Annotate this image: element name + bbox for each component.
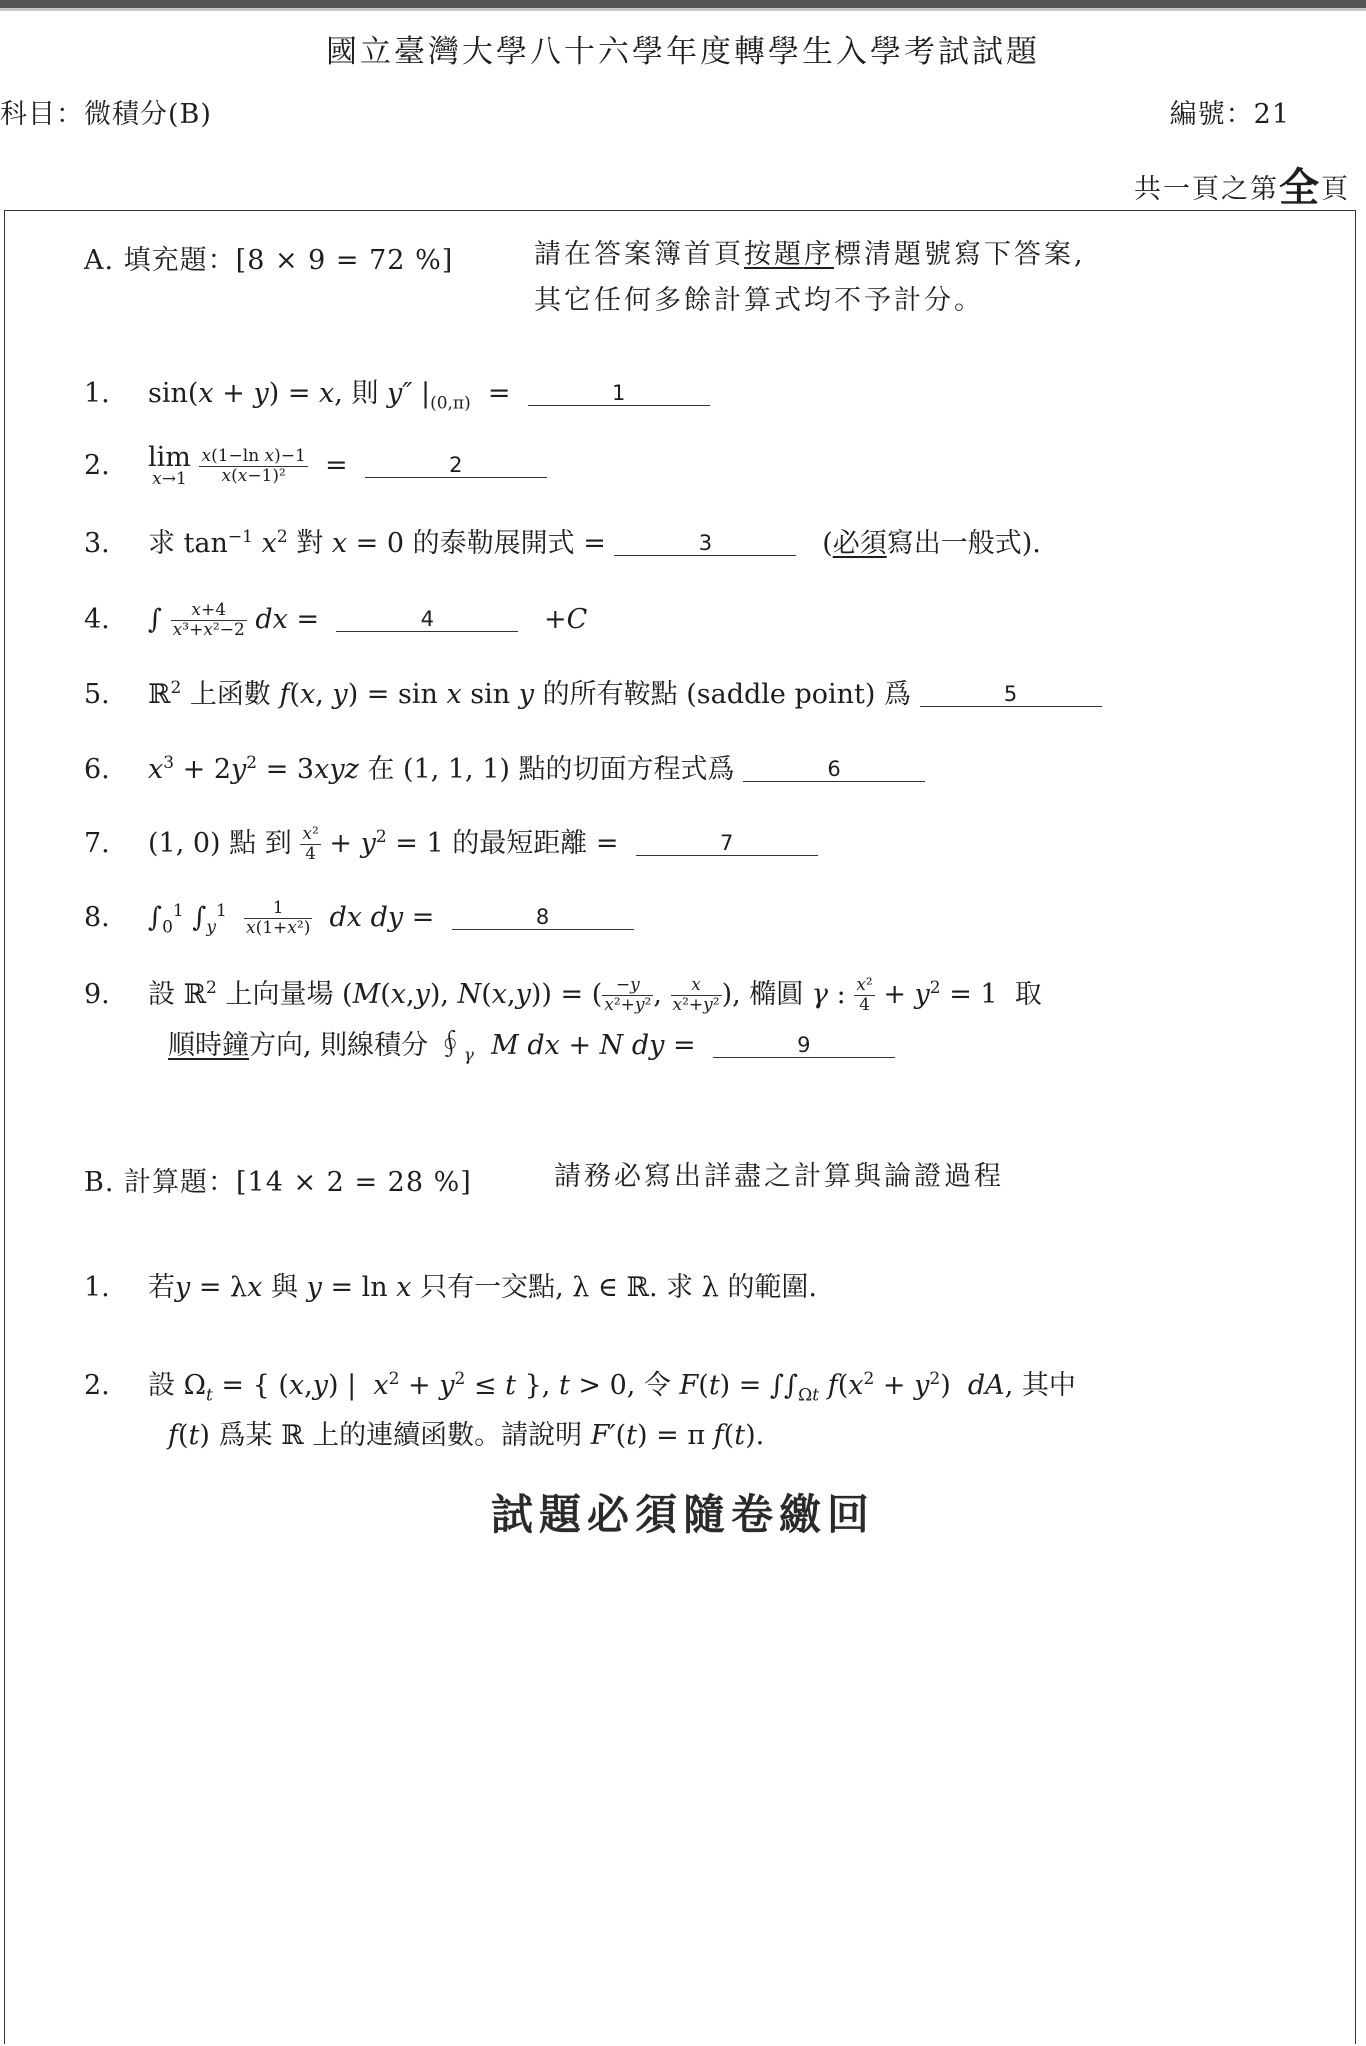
question-text: 在 (1, 1, 1) 點的切面方程式爲 bbox=[367, 754, 735, 785]
question-b2-line2: f(t) 爲某 ℝ 上的連續函數。請說明 F′(t) = π f(t). bbox=[168, 1420, 765, 1451]
answer-blank: 4 bbox=[336, 607, 518, 632]
question-text: 的所有鞍點 (saddle point) 爲 bbox=[542, 679, 911, 710]
fraction: $\frac{x}{\text{x²+y²}}$ bbox=[672, 975, 720, 1015]
question-text: 順時鐘 bbox=[168, 1030, 249, 1061]
answer-blank: 1 bbox=[528, 381, 710, 406]
question-a9: 9. 設 ℝ$^2$ 上向量場 (M(x,y), N(x,y)) = ( $\frac{-y}{\text{x²+y²}}$ , $\frac{x}{\text{x²+y²}}$ ), 橢圓 γ : $\frac{\text{x²}}{4}$ + $y^2 = 1$ 取 bbox=[84, 975, 1042, 1015]
question-b1: 1. 若y = λx 與 y = ln x 只有一交點, λ ∈ ℝ. 求 λ 的範圍. bbox=[84, 1268, 817, 1308]
question-number: 1. bbox=[84, 378, 110, 409]
question-number: 8. bbox=[84, 902, 110, 933]
question-text: 上向量場 bbox=[225, 979, 334, 1010]
question-text: 對 bbox=[296, 528, 324, 559]
question-number: 6. bbox=[84, 754, 110, 785]
question-text: 的範圍. bbox=[727, 1272, 818, 1303]
limit-operator: lim x→1 bbox=[148, 442, 191, 489]
fraction: $\frac{x+4}{\text{x³+x²−2}}$ bbox=[172, 600, 245, 640]
section-b-heading: B. 計算題：[14 × 2 = 28 %] bbox=[84, 1167, 472, 1198]
section-a-note bbox=[534, 232, 1086, 324]
question-text: 必須 bbox=[832, 528, 887, 559]
question-text: , 其中 bbox=[1004, 1370, 1076, 1401]
note-line1-post: 標清題號寫下答案, bbox=[834, 239, 1086, 270]
subject-label: 科目：微積分(B) bbox=[0, 99, 212, 130]
answer-blank: 7 bbox=[636, 831, 818, 856]
answer-blank: 6 bbox=[743, 757, 925, 782]
question-text: ( bbox=[822, 528, 833, 559]
note-line2: 其它任何多餘計算式均不予計分。 bbox=[534, 285, 984, 316]
scan-edge-shadow bbox=[0, 8, 1366, 11]
question-a1: 1. sin(x + y) = x, 則 y″ $|_{(0,\pi)} = 1$ bbox=[84, 374, 710, 414]
question-number: 2. bbox=[84, 450, 110, 481]
question-text: 的最短距離 = bbox=[452, 828, 619, 859]
question-number: 4. bbox=[84, 604, 110, 635]
answer-blank: 9 bbox=[713, 1033, 895, 1058]
question-text: 求 bbox=[148, 528, 175, 559]
question-text: 點 到 bbox=[229, 828, 292, 859]
fraction: $\frac{\text{x²}}{4}$ bbox=[302, 824, 319, 864]
exam-code: 編號：21 bbox=[1169, 99, 1290, 130]
question-text: 只有一交點, bbox=[420, 1272, 564, 1303]
question-b2: 2. 設 $\Omega_t$ = { (x,y) | $x^2 + y^2 \le t$ }, t > 0, 令 $F(t) = \int\int_{\Omega t}$ $f(x^2 + y^2)$ dA, 其中 bbox=[84, 1366, 1076, 1406]
scan-top-edge bbox=[0, 0, 1366, 8]
question-number: 7. bbox=[84, 828, 110, 859]
question-text: 若 bbox=[148, 1272, 175, 1303]
question-a9-line2: 順時鐘方向, 則線積分 $∮_\gamma$ M dx + N dy = 9 bbox=[168, 1026, 895, 1066]
question-text: . 求 bbox=[648, 1272, 694, 1303]
question-text: 上函數 bbox=[189, 679, 271, 710]
question-text: , 令 bbox=[626, 1370, 671, 1401]
question-a3: 3. 求 $\tan^{-1} x^2$ 對 x = 0 的泰勒展開式 = 3 (必須寫出一般式). bbox=[84, 524, 1041, 564]
fraction: $\frac{\text{x²}}{4}$ bbox=[856, 975, 873, 1015]
answer-blank: 2 bbox=[365, 453, 547, 478]
question-number: 2. bbox=[84, 1370, 110, 1401]
fraction: $\frac{-y}{\text{x²+y²}}$ bbox=[604, 975, 652, 1015]
question-number: 3. bbox=[84, 528, 110, 559]
question-a7: 7. (1, 0) 點 到 $\frac{\text{x²}}{4}$ + $y^2 = 1$ 的最短距離 = 7 bbox=[84, 824, 818, 864]
fraction: $\frac{1}{\text{x(1+x²)}}$ bbox=[246, 898, 311, 938]
question-text: 寫出一般式). bbox=[886, 528, 1041, 559]
section-a-heading: A. 填充題：[8 × 9 = 72 %] bbox=[84, 245, 454, 276]
question-a6: 6. $x^3 + 2y^2 = 3xyz$ 在 (1, 1, 1) 點的切面方程式爲 6 bbox=[84, 750, 925, 790]
note-line1-pre: 請在答案簿首頁 bbox=[534, 239, 744, 270]
answer-blank: 8 bbox=[452, 905, 634, 930]
question-a4: 4. ∫ $\frac{x+4}{\text{x³+x²−2}}$ dx = 4 +C bbox=[84, 600, 588, 640]
question-text: , 橢圓 bbox=[732, 979, 804, 1010]
page-info bbox=[1134, 156, 1350, 213]
question-a5: 5. ℝ$^2$ 上函數 f(x, y) = sin x sin y 的所有鞍點 (saddle point) 爲 5 bbox=[84, 675, 1102, 715]
question-text: 方向, 則線積分 bbox=[249, 1030, 429, 1061]
question-text: 上的連續函數。請說明 bbox=[312, 1420, 583, 1451]
question-a2: 2. lim x→1 $\frac{\text{x(1−ln x)−1}}{\text{x(x−1)²}}$ = 2 bbox=[84, 446, 547, 488]
question-text: 的泰勒展開式 = bbox=[412, 528, 606, 559]
answer-blank: 5 bbox=[920, 682, 1102, 707]
question-text: 設 bbox=[148, 1370, 175, 1401]
question-number: 5. bbox=[84, 679, 110, 710]
question-text: 與 bbox=[271, 1272, 298, 1303]
question-a8: 8. $\int_0^1$ $\int_y^1$ $\frac{1}{\text{x(1+x²)}}$ dx dy = 8 bbox=[84, 898, 634, 938]
question-text: 爲某 bbox=[218, 1420, 273, 1451]
answer-blank: 3 bbox=[614, 531, 796, 556]
note-line1-underlined: 按題序 bbox=[744, 239, 834, 270]
question-number: 9. bbox=[84, 979, 110, 1010]
exam-title: 國立臺灣大學八十六學年度轉學生入學考試試題 bbox=[326, 34, 1040, 70]
question-text: 取 bbox=[1014, 979, 1042, 1010]
question-text: 設 bbox=[148, 979, 175, 1010]
section-b-note: 請務必寫出詳盡之計算與論證過程 bbox=[554, 1161, 1004, 1192]
fraction: $\frac{\text{x(1−ln x)−1}}{\text{x(x−1)²}}$ bbox=[201, 446, 306, 486]
page-info-big: 全 bbox=[1279, 164, 1321, 211]
question-number: 1. bbox=[84, 1272, 110, 1303]
page-info-prefix: 共一頁之第 bbox=[1134, 174, 1279, 205]
return-paper-stamp: 試題必須隨卷繳回 bbox=[490, 1490, 875, 1539]
page-info-suffix: 頁 bbox=[1321, 174, 1350, 205]
